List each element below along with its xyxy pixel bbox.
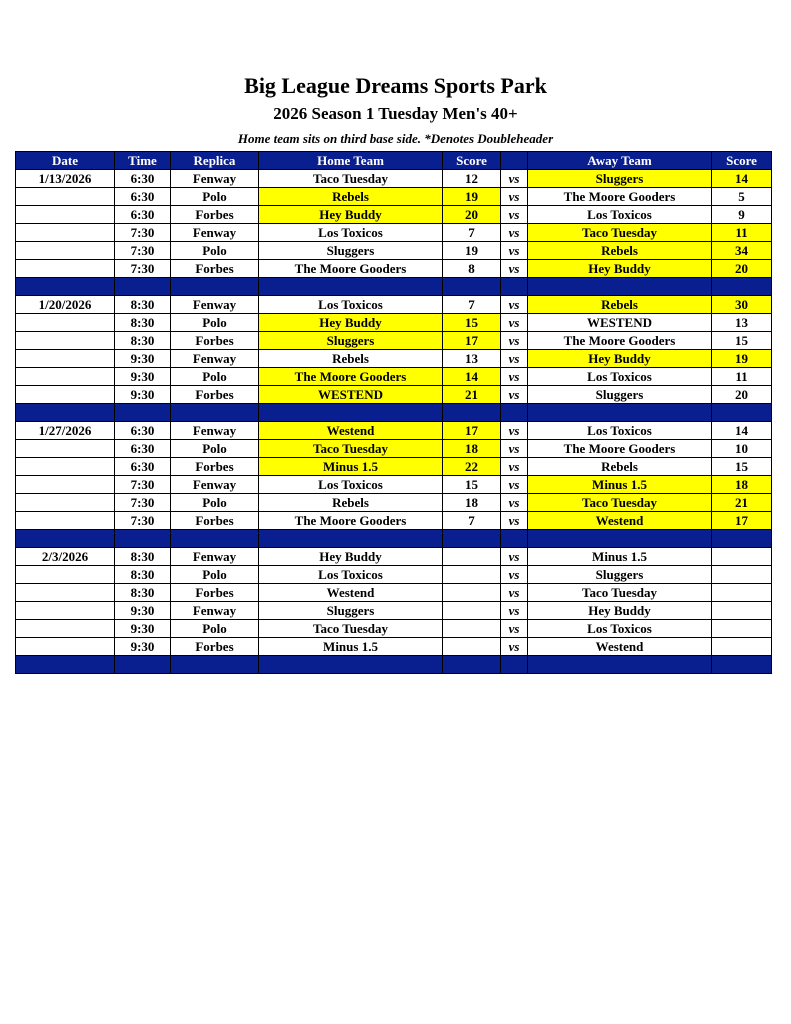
- game-row: [16, 368, 772, 386]
- replica-cell: Fenway: [171, 170, 259, 188]
- home-team-cell: Taco Tuesday: [259, 620, 443, 638]
- away-score-cell: [712, 584, 772, 602]
- away-team-cell: Rebels: [528, 458, 712, 476]
- away-score-cell: 17: [712, 512, 772, 530]
- game-row: [16, 242, 772, 260]
- week-separator-row: [16, 278, 772, 296]
- game-row: [16, 512, 772, 530]
- home-team-cell: Rebels: [259, 494, 443, 512]
- time-cell: 8:30: [115, 548, 171, 566]
- away-team-cell: Rebels: [528, 296, 712, 314]
- replica-cell: Forbes: [171, 260, 259, 278]
- home-score-cell: 12: [443, 170, 501, 188]
- home-score-cell: [443, 620, 501, 638]
- vs-cell: vs: [501, 206, 528, 224]
- home-score-cell: [443, 548, 501, 566]
- date-cell: [16, 314, 115, 332]
- home-score-cell: [443, 584, 501, 602]
- home-team-cell: Sluggers: [259, 602, 443, 620]
- time-cell: 7:30: [115, 494, 171, 512]
- replica-cell: Polo: [171, 566, 259, 584]
- away-score-cell: [712, 620, 772, 638]
- vs-cell: vs: [501, 386, 528, 404]
- week-separator-row: [16, 404, 772, 422]
- away-team-cell: Los Toxicos: [528, 620, 712, 638]
- home-score-cell: 18: [443, 494, 501, 512]
- away-team-cell: Sluggers: [528, 566, 712, 584]
- separator-cell: [115, 656, 171, 674]
- away-team-cell: Hey Buddy: [528, 260, 712, 278]
- vs-cell: vs: [501, 350, 528, 368]
- separator-cell: [16, 656, 115, 674]
- date-cell: [16, 188, 115, 206]
- home-team-cell: Los Toxicos: [259, 296, 443, 314]
- home-score-cell: [443, 638, 501, 656]
- away-score-cell: 20: [712, 386, 772, 404]
- game-row: [16, 386, 772, 404]
- away-score-cell: 30: [712, 296, 772, 314]
- vs-cell: vs: [501, 224, 528, 242]
- home-team-header: Home Team: [259, 152, 443, 170]
- home-score-cell: 7: [443, 512, 501, 530]
- time-cell: 6:30: [115, 422, 171, 440]
- separator-cell: [528, 278, 712, 296]
- date-cell: [16, 368, 115, 386]
- home-team-cell: Minus 1.5: [259, 638, 443, 656]
- game-row: [16, 350, 772, 368]
- home-score-cell: 7: [443, 296, 501, 314]
- away-score-cell: 19: [712, 350, 772, 368]
- separator-cell: [443, 404, 501, 422]
- separator-cell: [443, 656, 501, 674]
- away-team-cell: Taco Tuesday: [528, 494, 712, 512]
- away-team-cell: Minus 1.5: [528, 476, 712, 494]
- away-team-cell: Taco Tuesday: [528, 224, 712, 242]
- time-cell: 8:30: [115, 332, 171, 350]
- date-cell: 2/3/2026: [16, 548, 115, 566]
- season-subtitle: 2026 Season 1 Tuesday Men's 40+: [273, 104, 518, 123]
- time-cell: 8:30: [115, 314, 171, 332]
- replica-cell: Fenway: [171, 422, 259, 440]
- home-score-cell: 19: [443, 188, 501, 206]
- separator-cell: [528, 656, 712, 674]
- home-team-cell: Sluggers: [259, 332, 443, 350]
- date-cell: [16, 512, 115, 530]
- separator-cell: [16, 278, 115, 296]
- separator-cell: [16, 530, 115, 548]
- home-team-cell: Hey Buddy: [259, 548, 443, 566]
- away-team-cell: Westend: [528, 638, 712, 656]
- schedule-note: Home team sits on third base side. *Denotes Doubleheader: [237, 131, 554, 146]
- replica-cell: Polo: [171, 368, 259, 386]
- game-row: [16, 494, 772, 512]
- vs-header: [501, 152, 528, 170]
- away-score-cell: 13: [712, 314, 772, 332]
- home-team-cell: Minus 1.5: [259, 458, 443, 476]
- separator-cell: [171, 656, 259, 674]
- time-cell: 6:30: [115, 170, 171, 188]
- date-cell: [16, 494, 115, 512]
- away-team-cell: Taco Tuesday: [528, 584, 712, 602]
- separator-cell: [712, 278, 772, 296]
- game-row: [16, 332, 772, 350]
- home-score-cell: 15: [443, 476, 501, 494]
- game-row: [16, 206, 772, 224]
- separator-cell: [115, 278, 171, 296]
- away-score-cell: 9: [712, 206, 772, 224]
- vs-cell: vs: [501, 314, 528, 332]
- time-cell: 8:30: [115, 296, 171, 314]
- home-team-cell: Sluggers: [259, 242, 443, 260]
- time-cell: 6:30: [115, 440, 171, 458]
- game-row: [16, 224, 772, 242]
- away-team-cell: WESTEND: [528, 314, 712, 332]
- time-cell: 8:30: [115, 584, 171, 602]
- home-team-cell: Taco Tuesday: [259, 440, 443, 458]
- game-row: [16, 188, 772, 206]
- time-cell: 6:30: [115, 206, 171, 224]
- vs-cell: vs: [501, 368, 528, 386]
- date-cell: [16, 440, 115, 458]
- home-score-cell: 14: [443, 368, 501, 386]
- time-cell: 7:30: [115, 224, 171, 242]
- separator-cell: [115, 404, 171, 422]
- game-row: [16, 440, 772, 458]
- time-cell: 7:30: [115, 512, 171, 530]
- separator-cell: [115, 530, 171, 548]
- vs-cell: vs: [501, 584, 528, 602]
- game-row: [16, 602, 772, 620]
- time-cell: 9:30: [115, 620, 171, 638]
- separator-cell: [712, 404, 772, 422]
- time-cell: 7:30: [115, 242, 171, 260]
- replica-cell: Fenway: [171, 224, 259, 242]
- away-score-cell: 18: [712, 476, 772, 494]
- home-score-cell: 17: [443, 332, 501, 350]
- schedule-table: [15, 151, 772, 674]
- away-score-cell: 20: [712, 260, 772, 278]
- replica-cell: Polo: [171, 188, 259, 206]
- separator-cell: [259, 656, 443, 674]
- vs-cell: vs: [501, 620, 528, 638]
- game-row: [16, 476, 772, 494]
- replica-cell: Forbes: [171, 584, 259, 602]
- home-team-cell: Hey Buddy: [259, 206, 443, 224]
- vs-cell: vs: [501, 170, 528, 188]
- time-cell: 9:30: [115, 386, 171, 404]
- away-team-cell: Sluggers: [528, 386, 712, 404]
- replica-cell: Fenway: [171, 548, 259, 566]
- away-score-cell: 11: [712, 368, 772, 386]
- home-score-cell: 22: [443, 458, 501, 476]
- away-team-cell: Rebels: [528, 242, 712, 260]
- home-score-cell: 13: [443, 350, 501, 368]
- home-team-cell: Hey Buddy: [259, 314, 443, 332]
- away-score-cell: 10: [712, 440, 772, 458]
- date-cell: [16, 386, 115, 404]
- home-score-cell: 18: [443, 440, 501, 458]
- home-score-cell: 20: [443, 206, 501, 224]
- game-row: [16, 314, 772, 332]
- replica-cell: Forbes: [171, 206, 259, 224]
- home-team-cell: Los Toxicos: [259, 224, 443, 242]
- separator-cell: [443, 278, 501, 296]
- replica-cell: Polo: [171, 242, 259, 260]
- page-title: Big League Dreams Sports Park: [244, 73, 547, 98]
- date-cell: 1/20/2026: [16, 296, 115, 314]
- game-row: [16, 584, 772, 602]
- away-score-cell: 34: [712, 242, 772, 260]
- time-cell: 8:30: [115, 566, 171, 584]
- date-cell: [16, 584, 115, 602]
- replica-header: Replica: [171, 152, 259, 170]
- date-cell: [16, 332, 115, 350]
- separator-cell: [171, 404, 259, 422]
- replica-cell: Fenway: [171, 350, 259, 368]
- date-cell: [16, 566, 115, 584]
- away-team-cell: The Moore Gooders: [528, 188, 712, 206]
- time-cell: 9:30: [115, 638, 171, 656]
- home-team-cell: Los Toxicos: [259, 566, 443, 584]
- date-cell: [16, 206, 115, 224]
- replica-cell: Forbes: [171, 458, 259, 476]
- vs-cell: vs: [501, 332, 528, 350]
- away-score-cell: 15: [712, 332, 772, 350]
- separator-cell: [171, 278, 259, 296]
- away-score-cell: [712, 638, 772, 656]
- vs-cell: vs: [501, 188, 528, 206]
- time-cell: 6:30: [115, 188, 171, 206]
- home-team-cell: Rebels: [259, 350, 443, 368]
- separator-cell: [501, 530, 528, 548]
- week-separator-row: [16, 656, 772, 674]
- away-team-cell: Sluggers: [528, 170, 712, 188]
- date-cell: [16, 260, 115, 278]
- separator-cell: [528, 404, 712, 422]
- game-row: [16, 296, 772, 314]
- game-row: [16, 422, 772, 440]
- home-score-cell: [443, 566, 501, 584]
- vs-cell: vs: [501, 422, 528, 440]
- home-team-cell: The Moore Gooders: [259, 368, 443, 386]
- replica-cell: Polo: [171, 620, 259, 638]
- separator-cell: [501, 278, 528, 296]
- away-team-cell: Los Toxicos: [528, 206, 712, 224]
- separator-cell: [443, 530, 501, 548]
- week-separator-row: [16, 530, 772, 548]
- separator-cell: [16, 404, 115, 422]
- vs-cell: vs: [501, 494, 528, 512]
- away-team-header: Away Team: [528, 152, 712, 170]
- home-score-cell: 7: [443, 224, 501, 242]
- home-team-cell: Rebels: [259, 188, 443, 206]
- vs-cell: vs: [501, 296, 528, 314]
- home-team-cell: Taco Tuesday: [259, 170, 443, 188]
- away-score-cell: 14: [712, 422, 772, 440]
- replica-cell: Fenway: [171, 476, 259, 494]
- away-score-cell: 21: [712, 494, 772, 512]
- home-score-header: Score: [443, 152, 501, 170]
- game-row: [16, 548, 772, 566]
- separator-cell: [501, 404, 528, 422]
- date-cell: [16, 458, 115, 476]
- away-team-cell: Hey Buddy: [528, 602, 712, 620]
- replica-cell: Polo: [171, 494, 259, 512]
- home-score-cell: 17: [443, 422, 501, 440]
- away-score-cell: [712, 602, 772, 620]
- away-team-cell: The Moore Gooders: [528, 332, 712, 350]
- game-row: [16, 566, 772, 584]
- separator-cell: [712, 656, 772, 674]
- away-score-header: Score: [712, 152, 772, 170]
- replica-cell: Forbes: [171, 638, 259, 656]
- away-score-cell: 11: [712, 224, 772, 242]
- home-score-cell: 19: [443, 242, 501, 260]
- game-row: [16, 620, 772, 638]
- vs-cell: vs: [501, 458, 528, 476]
- home-score-cell: 21: [443, 386, 501, 404]
- header-row: [16, 152, 772, 170]
- home-score-cell: [443, 602, 501, 620]
- away-score-cell: 14: [712, 170, 772, 188]
- vs-cell: vs: [501, 440, 528, 458]
- home-team-cell: Los Toxicos: [259, 476, 443, 494]
- away-score-cell: 5: [712, 188, 772, 206]
- time-cell: 9:30: [115, 602, 171, 620]
- vs-cell: vs: [501, 638, 528, 656]
- away-score-cell: [712, 548, 772, 566]
- time-cell: 9:30: [115, 350, 171, 368]
- replica-cell: Forbes: [171, 386, 259, 404]
- date-header: Date: [16, 152, 115, 170]
- replica-cell: Polo: [171, 440, 259, 458]
- separator-cell: [259, 278, 443, 296]
- separator-cell: [528, 530, 712, 548]
- vs-cell: vs: [501, 566, 528, 584]
- date-cell: [16, 476, 115, 494]
- date-cell: [16, 224, 115, 242]
- date-cell: 1/27/2026: [16, 422, 115, 440]
- away-team-cell: The Moore Gooders: [528, 440, 712, 458]
- vs-cell: vs: [501, 260, 528, 278]
- game-row: [16, 638, 772, 656]
- away-score-cell: 15: [712, 458, 772, 476]
- schedule-body: [16, 170, 772, 674]
- separator-cell: [501, 656, 528, 674]
- vs-cell: vs: [501, 476, 528, 494]
- vs-cell: vs: [501, 512, 528, 530]
- away-team-cell: Los Toxicos: [528, 422, 712, 440]
- replica-cell: Polo: [171, 314, 259, 332]
- home-team-cell: The Moore Gooders: [259, 512, 443, 530]
- vs-cell: vs: [501, 602, 528, 620]
- date-cell: [16, 638, 115, 656]
- game-row: [16, 170, 772, 188]
- time-cell: 7:30: [115, 476, 171, 494]
- home-score-cell: 15: [443, 314, 501, 332]
- game-row: [16, 260, 772, 278]
- replica-cell: Forbes: [171, 512, 259, 530]
- separator-cell: [712, 530, 772, 548]
- away-team-cell: Minus 1.5: [528, 548, 712, 566]
- away-team-cell: Hey Buddy: [528, 350, 712, 368]
- home-team-cell: WESTEND: [259, 386, 443, 404]
- date-cell: [16, 242, 115, 260]
- separator-cell: [259, 530, 443, 548]
- time-cell: 7:30: [115, 260, 171, 278]
- time-cell: 6:30: [115, 458, 171, 476]
- home-team-cell: Westend: [259, 584, 443, 602]
- separator-cell: [259, 404, 443, 422]
- game-row: [16, 458, 772, 476]
- date-cell: [16, 620, 115, 638]
- vs-cell: vs: [501, 548, 528, 566]
- time-header: Time: [115, 152, 171, 170]
- date-cell: 1/13/2026: [16, 170, 115, 188]
- separator-cell: [171, 530, 259, 548]
- home-score-cell: 8: [443, 260, 501, 278]
- home-team-cell: The Moore Gooders: [259, 260, 443, 278]
- away-team-cell: Los Toxicos: [528, 368, 712, 386]
- replica-cell: Forbes: [171, 332, 259, 350]
- time-cell: 9:30: [115, 368, 171, 386]
- date-cell: [16, 602, 115, 620]
- away-team-cell: Westend: [528, 512, 712, 530]
- vs-cell: vs: [501, 242, 528, 260]
- replica-cell: Fenway: [171, 296, 259, 314]
- replica-cell: Fenway: [171, 602, 259, 620]
- date-cell: [16, 350, 115, 368]
- home-team-cell: Westend: [259, 422, 443, 440]
- away-score-cell: [712, 566, 772, 584]
